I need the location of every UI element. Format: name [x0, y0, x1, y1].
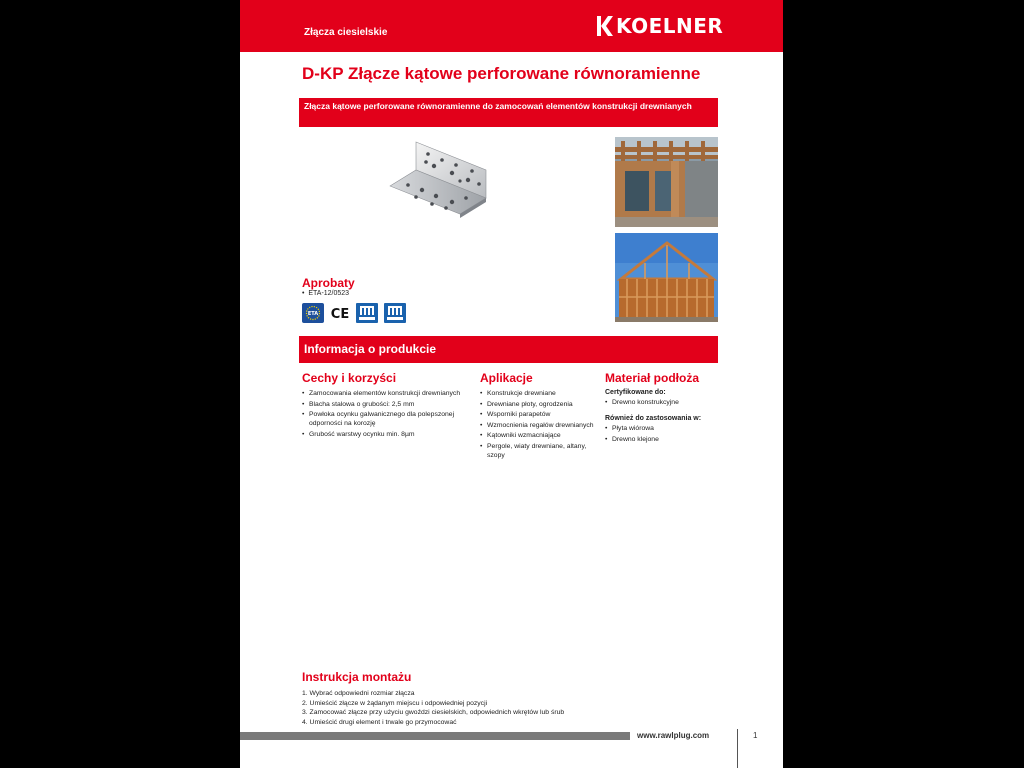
- list-item: • Wzmocnienia regałów drewnianych: [480, 421, 598, 430]
- svg-text:CE: CE: [330, 307, 350, 322]
- product-title: D-KP Złącze kątowe perforowane równoramienne: [302, 64, 701, 83]
- product-subtitle: Złącza kątowe perforowane równoramienne do zamocowań elementów konstrukcji drewnianych: [304, 101, 692, 111]
- features-column: [302, 371, 462, 439]
- itb-icon: [356, 303, 378, 323]
- approval-item: • ETA-12/0523: [302, 290, 350, 297]
- features-title: Cechy i korzyści: [302, 371, 397, 385]
- ce-mark-icon: [330, 303, 350, 323]
- installation-step: 3. Zamocować złącze przy użyciu gwoździ ciesielskich, odpowiednich wkrętów lub śrub: [302, 709, 565, 716]
- product-image: [386, 140, 496, 232]
- also-applicable-label: Również do zastosowania w:: [605, 415, 702, 422]
- installation-title: Instrukcja montażu: [302, 670, 412, 684]
- list-item: • Grubość warstwy ocynku min. 8µm: [302, 430, 462, 439]
- product-info-heading: Informacja o produkcie: [304, 342, 437, 356]
- approval-number: ETA-12/0523: [308, 290, 350, 297]
- list-item: • Drewniane płoty, ogrodzenia: [480, 400, 598, 409]
- installation-step: 2. Umieścić złącze w żądanym miejscu i odpowiedniej pozycji: [302, 699, 488, 707]
- footer-divider: [737, 729, 738, 768]
- applications-list: [480, 389, 598, 460]
- applications-title: Aplikacje: [480, 371, 533, 385]
- product-subtitle-band: [299, 98, 718, 127]
- list-item: • Powłoka ocynku galwanicznego dla polepszonej odporności na korozję: [302, 410, 462, 428]
- applications-column: [480, 371, 598, 460]
- also-applicable-list: [605, 424, 725, 444]
- list-item: • Drewno klejone: [605, 435, 725, 444]
- list-item: • Pergole, wiaty drewniane, altany, szopy: [480, 442, 598, 460]
- approvals-title: Aprobaty: [302, 276, 355, 290]
- installation-step: 4. Umieścić drugi element i trwale go przymocować: [302, 718, 457, 726]
- itb-icon-2: [384, 303, 406, 323]
- timber-frame-photo: [615, 233, 718, 322]
- substrate-column: [605, 371, 725, 444]
- svg-text:ETA: ETA: [307, 311, 319, 317]
- features-list: [302, 389, 462, 439]
- header-band: [240, 0, 783, 52]
- installation-steps: [302, 689, 564, 727]
- product-info-band: [299, 336, 718, 363]
- section-label: Złącza ciesielskie: [304, 27, 388, 38]
- list-item: • Wsporniki parapetów: [480, 410, 598, 419]
- list-item: • Konstrukcje drewniane: [480, 389, 598, 398]
- pergola-photo: [615, 137, 718, 227]
- certification-icons: [302, 303, 406, 323]
- footer-bar: [240, 732, 630, 740]
- page-number: 1: [753, 731, 758, 740]
- list-item: • Płyta wiórowa: [605, 424, 725, 433]
- certified-label: Certyfikowane do:: [605, 389, 666, 396]
- list-item: • Kątowniki wzmacniające: [480, 431, 598, 440]
- substrate-title: Materiał podłoża: [605, 371, 700, 385]
- list-item: • Blacha stalowa o grubości: 2,5 mm: [302, 400, 462, 409]
- installation-step: 1. Wybrać odpowiedni rozmiar złącza: [302, 690, 415, 697]
- list-item: • Zamocowania elementów konstrukcji drewnianych: [302, 389, 462, 398]
- certified-list: [605, 398, 725, 407]
- document-page: [240, 0, 783, 768]
- koelner-logo: [595, 14, 723, 38]
- eta-icon: [302, 303, 324, 323]
- list-item: • Drewno konstrukcyjne: [605, 398, 725, 407]
- koelner-logo-icon: [595, 15, 615, 37]
- brand-name: KOELNER: [616, 14, 724, 38]
- website-link[interactable]: www.rawlplug.com: [637, 731, 710, 740]
